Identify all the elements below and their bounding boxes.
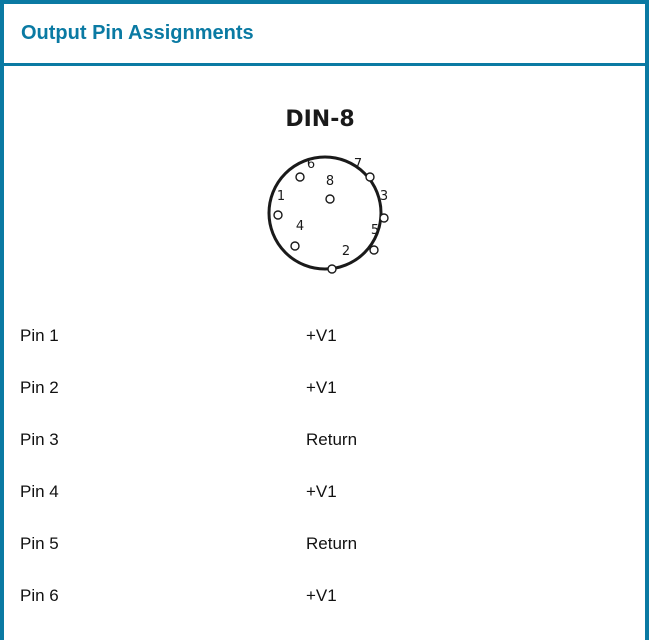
din8-connector-diagram xyxy=(248,99,398,279)
pin-hole-8 xyxy=(326,195,334,203)
pin-number-2: 2 xyxy=(341,244,351,259)
panel-header xyxy=(4,4,645,66)
pin-name-cell: Pin 1 xyxy=(20,326,59,345)
pin-signal-cell: +V1 xyxy=(306,586,337,605)
pin-number-1: 1 xyxy=(276,189,286,204)
table-row xyxy=(20,430,620,482)
panel-title: Output Pin Assignments xyxy=(21,22,254,44)
table-row xyxy=(20,326,620,378)
pin-name-cell: Pin 4 xyxy=(20,482,59,501)
pin-number-5: 5 xyxy=(370,223,380,238)
pin-layer xyxy=(274,157,388,273)
table-row xyxy=(20,534,620,586)
table-row xyxy=(20,482,620,534)
table-row xyxy=(20,586,620,638)
pin-name-cell: Pin 2 xyxy=(20,378,59,397)
pin-signal-cell: Return xyxy=(306,534,358,553)
pin-hole-5 xyxy=(370,246,378,254)
pin-signal-cell: +V1 xyxy=(306,326,337,345)
pin-name-cell: Pin 5 xyxy=(20,534,59,553)
table-row xyxy=(20,378,620,430)
pin-signal-cell: +V1 xyxy=(306,482,337,501)
din8-connector-icon xyxy=(248,99,398,279)
pin-hole-6 xyxy=(296,173,304,181)
pin-hole-1 xyxy=(274,211,282,219)
pin-hole-2 xyxy=(328,265,336,273)
pin-number-6: 6 xyxy=(306,157,316,172)
pin-hole-7 xyxy=(366,173,374,181)
pin-name-cell: Pin 6 xyxy=(20,586,59,605)
pin-number-3: 3 xyxy=(379,189,389,204)
pin-assignment-table xyxy=(20,326,620,638)
connector-label: DIN-8 xyxy=(285,107,355,132)
pin-hole-4 xyxy=(291,242,299,250)
pin-number-4: 4 xyxy=(295,219,305,234)
pin-hole-3 xyxy=(380,214,388,222)
pin-number-7: 7 xyxy=(353,157,363,172)
pin-signal-cell: Return xyxy=(306,430,358,449)
pin-name-cell: Pin 3 xyxy=(20,430,59,449)
pin-number-8: 8 xyxy=(325,174,335,189)
pin-signal-cell: +V1 xyxy=(306,378,337,397)
